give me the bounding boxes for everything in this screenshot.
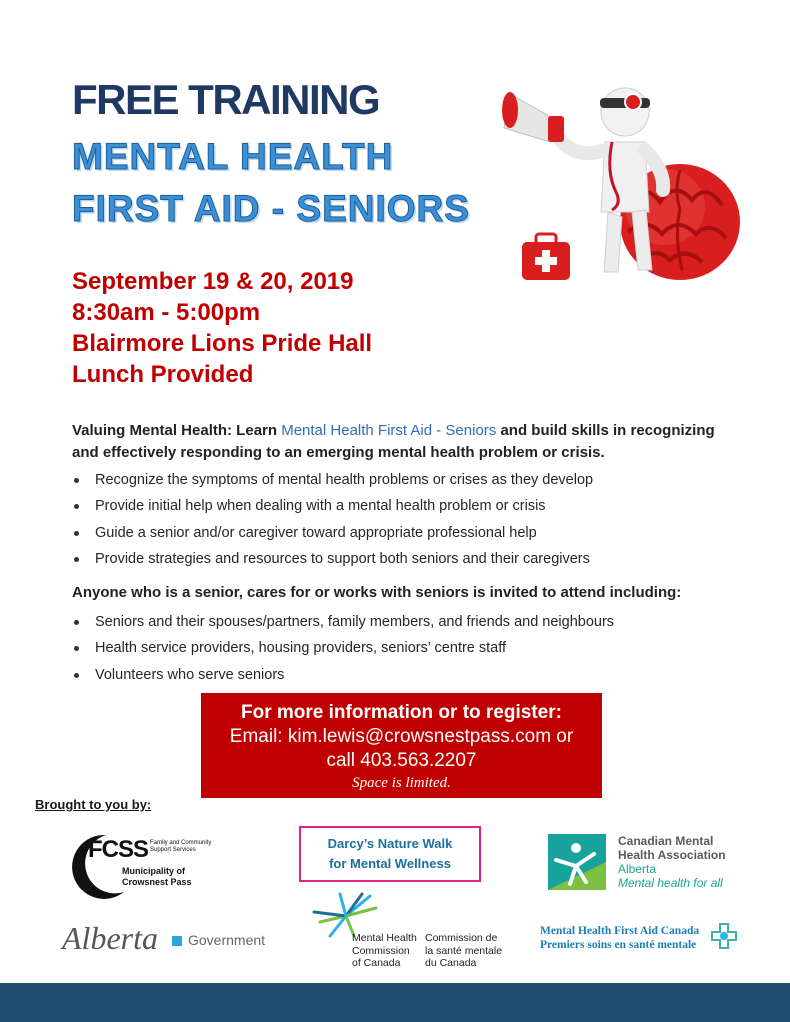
program-name-link[interactable]: Mental Health First Aid - Seniors [281,422,497,439]
alberta-government-logo [62,920,272,960]
cmha-logo [546,832,756,894]
list-item: Health service providers, housing providers, seniors’ centre staff [70,635,760,661]
list-item: Guide a senior and/or caregiver toward appropriate professional help [70,520,760,546]
title-mental-health: MENTAL HEALTH [72,136,394,177]
register-box [201,693,602,798]
megaphone-icon [502,92,564,142]
event-dates: September 19 & 20, 2019 [72,268,354,295]
alberta-government-text: Government [188,932,266,948]
first-aid-kit-icon [522,234,570,280]
cmha-line2: Health Association [618,848,726,862]
audience-list [70,609,760,688]
title-first-aid-seniors: FIRST AID - SENIORS [72,188,470,229]
mhfa-cross-icon [710,922,738,952]
cmha-tagline: Mental health for all [618,876,723,890]
goals-list [70,467,760,572]
event-location: Blairmore Lions Pride Hall [72,330,373,357]
list-item: Volunteers who serve seniors [70,662,760,688]
cmha-line3: Alberta [618,862,657,876]
mhfa-canada-logo [540,922,750,956]
cmha-figure-icon [546,832,608,892]
intro-paragraph [72,420,732,464]
register-phone[interactable]: call 403.563.2207 [326,750,477,771]
alberta-wordmark: Alberta [62,920,158,956]
alberta-square-icon [172,936,182,946]
figure-with-megaphone-and-brain-illustration [500,72,750,287]
audience-heading: Anyone who is a senior, cares for or works with seniors is invited to attend including: [72,584,682,601]
list-item: Seniors and their spouses/partners, family members, and friends and neighbours [70,609,760,635]
mhcc-french: Commission de la santé mentale du Canada [425,932,503,969]
person-figure-icon [559,88,663,272]
fcss-logo [66,830,226,900]
footer-bar [0,983,790,1022]
darcys-nature-walk-logo: Darcy’s Nature Walk for Mental Wellness [299,826,481,882]
intro-lead: Valuing Mental Health: Learn [72,422,282,439]
fcss-wordmark: FCSS [88,836,149,863]
list-item: Provide initial help when dealing with a mental health problem or crisis [70,493,760,519]
intro-tail: emerging mental health problem or crisis. [302,444,605,461]
fcss-municipality: Municipality of Crowsnest Pass [122,866,192,887]
event-time: 8:30am - 5:00pm [72,299,261,326]
event-lunch: Lunch Provided [72,361,254,388]
mhfa-line1: Mental Health First Aid Canada [540,925,700,937]
register-note: Space is limited. [352,775,451,791]
fcss-sub: Family and Community Support Services [150,840,212,853]
intro-to-an: to an [266,444,303,461]
title-free-training: FREE TRAINING [72,76,380,123]
register-email[interactable]: Email: kim.lewis@crowsnestpass.com or [229,726,574,747]
register-title: For more information or to register: [241,702,562,723]
brought-to-you-label: Brought to you by: [35,797,152,812]
mhcc-english: Mental Health Commission of Canada [352,932,417,969]
list-item: Recognize the symptoms of mental health problems or crises as they develop [70,467,760,493]
intro-mid: and build skills in recognizing and effectively responding [72,422,715,461]
cmha-line1: Canadian Mental [618,834,714,848]
list-item: Provide strategies and resources to support both seniors and their caregivers [70,546,760,572]
mhfa-line2: Premiers soins en santé mentale [540,939,697,951]
mhcc-logo [310,892,510,972]
